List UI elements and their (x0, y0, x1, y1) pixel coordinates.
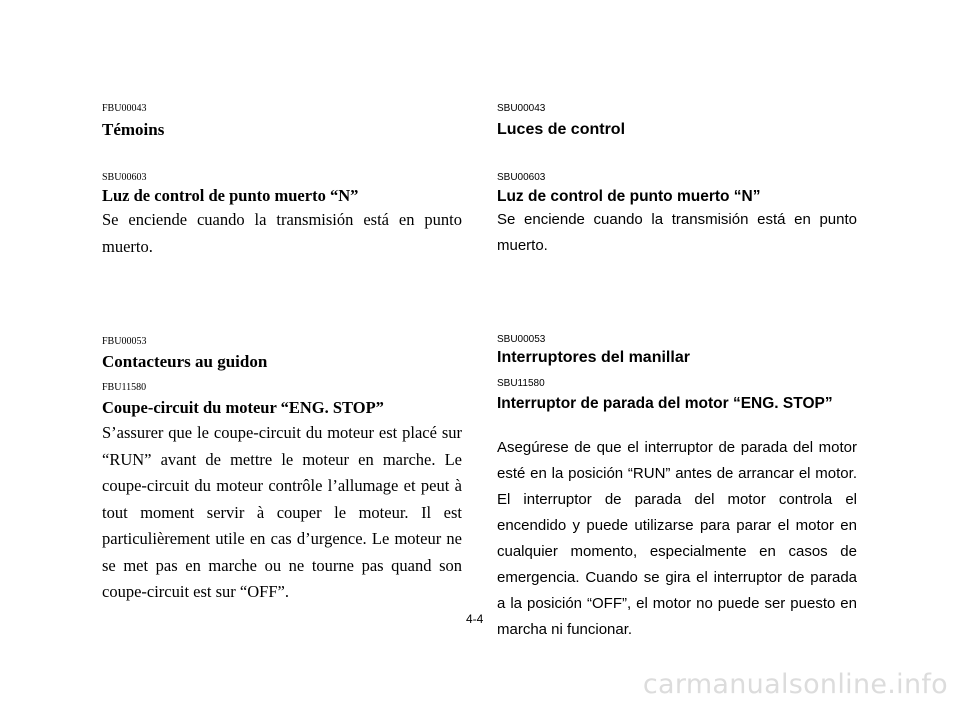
section-title-handlebar-switches: Interruptores del manillar (497, 349, 690, 366)
section-title-temoins: Témoins (102, 120, 165, 139)
paragraph-engine-stop: S’assurer que le coupe-circuit du moteur est placé sur “RUN” avant de mettre le moteur en marche. Le coupe-circuit du moteur contrôle l’allumage et peut à tout moment servir à couper le moteur. Il est particulièrement utile en cas d’urgence. Le moteur ne se met pas en marche ou ne tourne pas quand son coupe-circuit est sur “OFF”. (102, 423, 462, 601)
section-code: FBU00043 (102, 103, 147, 114)
paragraph-engine-stop: Asegúrese de que el interruptor de parada del motor esté en la posición “RUN” antes de arrancar el motor. El interruptor de parada del motor controla el encendido y puede utilizarse para parar el motor en cualquier momento, especialmente en casos de emergencia. Cuando se gira el interruptor de parada a la posición “OFF”, el motor no puede ser puesto en marcha ni funcionar. (497, 439, 857, 638)
page-number: 4-4 (466, 612, 484, 626)
section-title-handlebar-switches: Contacteurs au guidon (102, 352, 268, 371)
subsection-title-engine-stop: Coupe-circuit du moteur “ENG. STOP” (102, 398, 384, 417)
section-code: SBU00053 (497, 334, 546, 345)
section-code: SBU00043 (497, 103, 546, 114)
spanish-column (497, 0, 857, 703)
watermark: carmanualsonline.info (642, 669, 948, 700)
subsection-title-neutral-light: Luz de control de punto muerto “N” (497, 188, 761, 205)
subsection-title-neutral-light: Luz de control de punto muerto “N” (102, 186, 359, 205)
section-code: FBU00053 (102, 336, 147, 347)
section-code: FBU11580 (102, 382, 147, 393)
section-code: SBU11580 (497, 378, 545, 389)
paragraph-neutral-light: Se enciende cuando la transmisión está en punto muerto. (497, 211, 857, 254)
subsection-title-engine-stop: Interruptor de parada del motor “ENG. STOP” (497, 395, 833, 412)
section-code: SBU00603 (102, 172, 147, 183)
section-code: SBU00603 (497, 172, 546, 183)
paragraph-neutral-light: Se enciende cuando la transmisión está en punto muerto. (102, 210, 462, 256)
section-title-luces-control: Luces de control (497, 121, 626, 138)
french-column (102, 0, 462, 703)
